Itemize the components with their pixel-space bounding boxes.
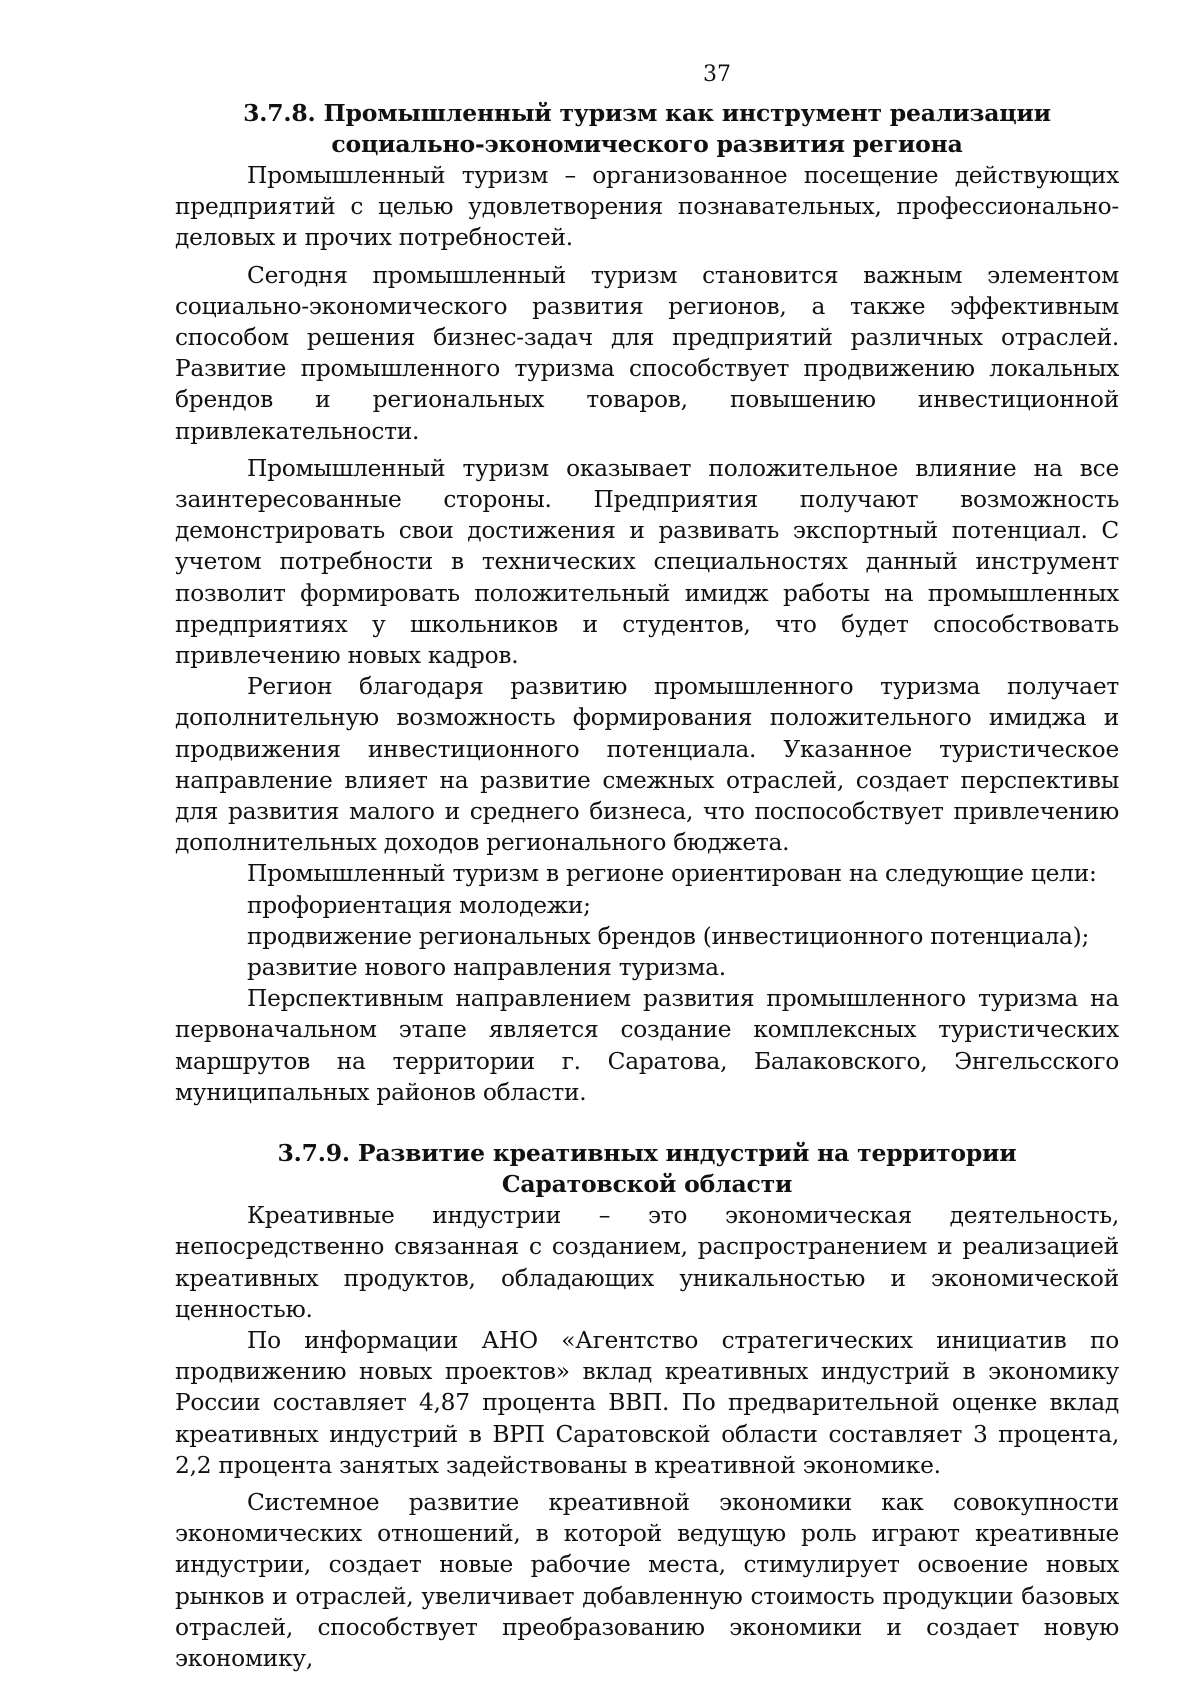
section-title-line: 3.7.9. Развитие креативных индустрий на территории <box>277 1139 1017 1168</box>
paragraph: По информации АНО «Агентство стратегических инициатив по продвижению новых проектов» вклад креативных индустрий в экономику России составляет 4,87 процента ВВП. По предварительной оценке вклад креативных индустрий в ВРП Саратовской области составляет 3 процента, 2,2 процента занятых задействованы в креативной экономике. <box>175 1326 1119 1479</box>
paragraph: Перспективным направлением развития промышленного туризма на первоначальном этапе является создание комплексных туристических маршрутов на территории г. Саратова, Балаковского, Энгельсского муниципальных районов области. <box>175 985 1119 1106</box>
section-title-line: социально-экономического развития региона <box>331 130 963 158</box>
document-page <box>175 60 1119 1674</box>
section-title-line: 3.7.8. Промышленный туризм как инструмент реализации <box>243 99 1051 127</box>
paragraph: Системное развитие креативной экономики как совокупности экономических отношений, в которой ведущую роль играют креативные индустрии, создает новые рабочие места, стимулирует освоение новых рынков и отраслей, увеличивает добавленную стоимость продукции базовых отраслей, способствует преобразованию экономики и создает новую экономику, <box>175 1488 1119 1672</box>
page-number: 37 <box>703 62 731 87</box>
paragraph: Промышленный туризм – организованное посещение действующих предприятий с целью удовлетворения познавательных, профессионально-деловых и прочих потребностей. <box>175 162 1119 252</box>
section-title-line: Саратовской области <box>501 1170 793 1199</box>
paragraph: Сегодня промышленный туризм становится важным элементом социально-экономического развития регионов, а также эффективным способом решения бизнес-задач для предприятий различных отраслей. Развитие промышленного туризма способствует продвижению локальных брендов и региональных товаров, повышению инвестиционной привлекательности. <box>175 261 1119 445</box>
paragraph: Промышленный туризм оказывает положительное влияние на все заинтересованные стороны. Предприятия получают возможность демонстрировать свои достижения и развивать экспортный потенциал. С учетом потребности в технических специальностях данный инструмент позволит формировать положительный имидж работы на промышленных предприятиях у школьников и студентов, что будет способствовать привлечению новых кадров. <box>175 454 1119 670</box>
goal-item: продвижение региональных брендов (инвестиционного потенциала); <box>247 922 1090 950</box>
paragraph: Регион благодаря развитию промышленного туризма получает дополнительную возможность формирования положительного имиджа и продвижения инвестиционного потенциала. Указанное туристическое направление влияет на развитие смежных отраслей, создает перспективы для развития малого и среднего бизнеса, что поспособствует привлечению дополнительных доходов регионального бюджета. <box>175 673 1119 857</box>
goal-item: развитие нового направления туризма. <box>247 954 726 982</box>
section-title-3-7-9 <box>175 1138 1119 1200</box>
section-title-3-7-8 <box>175 98 1119 160</box>
goals-intro: Промышленный туризм в регионе ориентирован на следующие цели: <box>247 860 1097 888</box>
goal-item: профориентация молодежи; <box>247 891 591 919</box>
paragraph: Креативные индустрии – это экономическая деятельность, непосредственно связанная с созданием, распространением и реализацией креативных продуктов, обладающих уникальностью и экономической ценностью. <box>175 1202 1119 1323</box>
